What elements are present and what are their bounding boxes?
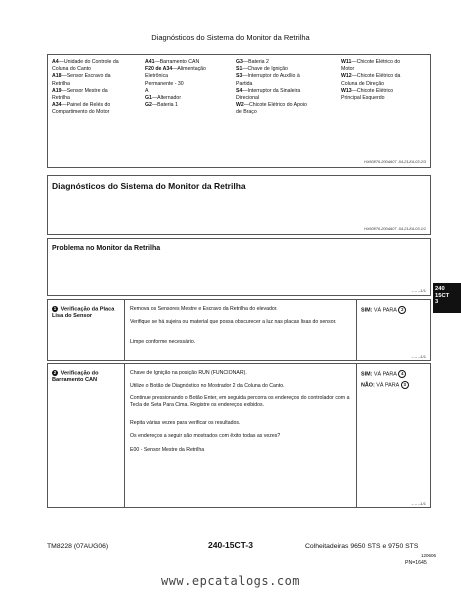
legend-item-code: G3 xyxy=(236,59,243,65)
legend-item-text: —Chicote Elétrico Principal Esquerdo xyxy=(341,87,394,102)
legend-item-code: S4 xyxy=(236,87,243,94)
legend-item-text: —Chicote Elétrico do Motor xyxy=(341,59,401,73)
legend-item-text: —Sensor Escravo da Retrilha xyxy=(52,73,111,87)
legend-reference: HX60876-2004A07 -54-21JUL03-2/3 xyxy=(364,160,426,164)
step-2-title xyxy=(52,370,118,384)
section-title-box xyxy=(47,175,431,235)
yes-label: SIM: xyxy=(361,307,373,314)
legend-item-text: —Sensor Mestre da Retrilha xyxy=(52,87,108,102)
legend-item-text: —Bateria 1 xyxy=(151,102,178,109)
tab-line-2: 15CT xyxy=(435,292,450,299)
step-2-title-text: Verificação do Barramento CAN xyxy=(52,370,99,384)
go-to-label: VÁ PARA xyxy=(376,382,400,389)
problem-title: Problema no Monitor da Retrilha xyxy=(52,245,161,252)
problem-box xyxy=(47,238,431,296)
legend-item-code: A19 xyxy=(52,87,62,94)
page-header-title: Diagnósticos do Sistema do Monitor da Retrilha xyxy=(151,33,310,42)
step-link-icon: 4 xyxy=(398,370,406,378)
legend-column-4 xyxy=(341,59,431,102)
component-legend xyxy=(47,54,431,168)
section-reference: HX60876-2004A07 -54-21JUL03-1/1 xyxy=(364,227,426,231)
step-2-instruction-5: Os endereços a seguir são mostrados com êxito todas as vezes? xyxy=(130,433,281,439)
legend-item-code: W12 xyxy=(341,73,352,80)
yes-label: SIM: xyxy=(361,371,373,378)
legend-item-code: W11 xyxy=(341,59,352,65)
step-2-yes-answer[interactable] xyxy=(361,370,406,378)
legend-item-text: —Bateria 2 xyxy=(242,59,269,65)
step-1-instruction-3: Limpe conforme necessário. xyxy=(130,339,196,345)
legend-item-code: S3 xyxy=(236,73,243,80)
step-1-row xyxy=(47,299,431,361)
go-to-label: VÁ PARA xyxy=(373,371,397,378)
legend-item-code: W2 xyxy=(236,102,244,109)
step-1-divider-right xyxy=(356,300,357,360)
legend-item-code: A18 xyxy=(52,73,62,80)
legend-item xyxy=(236,88,336,102)
footer-page-code: PN=1645 xyxy=(405,560,427,566)
legend-item xyxy=(236,102,336,116)
step-2-divider-right xyxy=(356,364,357,507)
step-2-row xyxy=(47,363,431,508)
go-to-label: VÁ PARA xyxy=(373,307,397,314)
legend-item xyxy=(145,66,235,95)
legend-item-text: —Interruptor da Sinaleira Direcional xyxy=(236,87,301,102)
legend-item-code: S1 xyxy=(236,66,243,73)
no-label: NÃO: xyxy=(361,382,375,389)
step-1-title-text: Verificação da Placa Lisa do Sensor xyxy=(52,306,115,320)
step-1-divider-left xyxy=(124,300,125,360)
footer-manual-id: TM8228 (07AUG06) xyxy=(47,543,109,550)
step-2-divider-left xyxy=(124,364,125,507)
step-2-instruction-4: Repita várias vezes para verificar os resultados. xyxy=(130,420,241,426)
step-2-instruction-1: Chave de Ignição na posição RUN (FUNCIONAR). xyxy=(130,370,247,376)
step-1-continuation: – – –1/1 xyxy=(411,354,426,359)
legend-item xyxy=(236,59,336,66)
legend-item xyxy=(341,73,431,87)
legend-item xyxy=(341,88,431,102)
tab-line-1: 240 xyxy=(435,286,445,292)
step-2-instruction-3: Continue pressionando o Botão Enter, em seguida percorra os endereços do controlador com a Tecla de Seta Para Cima. Registre os endereços exibidos. xyxy=(130,395,350,408)
legend-item-code: A41 xyxy=(145,59,155,65)
legend-item xyxy=(145,59,235,66)
legend-item xyxy=(145,102,235,109)
legend-item xyxy=(52,88,142,102)
section-tab xyxy=(433,283,461,313)
section-title: Diagnósticos do Sistema do Monitor da Retrilha xyxy=(52,181,246,191)
legend-item-text: —Unidade do Controle da Coluna do Canto xyxy=(52,59,119,73)
step-2-instruction-2: Utilize o Botão de Diagnóstico no Mostrador 2 da Coluna do Canto. xyxy=(130,383,285,389)
legend-item xyxy=(52,73,142,87)
step-2-instruction-6: E00 - Sensor Mestre da Retrilha xyxy=(130,447,205,453)
legend-item xyxy=(52,59,142,73)
footer-date-code: 120606 xyxy=(421,553,437,558)
watermark-url: www.epcatalogs.com xyxy=(160,574,301,588)
legend-item xyxy=(341,59,431,73)
legend-column-3 xyxy=(236,59,336,117)
legend-item xyxy=(236,73,336,87)
step-2-no-answer[interactable] xyxy=(361,381,409,389)
legend-item xyxy=(236,66,336,73)
step-link-icon: 2 xyxy=(398,306,406,314)
legend-item-text: —Chicote Elétrico do Apoio de Braço xyxy=(236,102,307,116)
step-link-icon: 3 xyxy=(401,381,409,389)
tab-line-3: 3 xyxy=(435,299,439,305)
problem-continuation: – – –1/1 xyxy=(411,288,426,293)
legend-item-code: G2 xyxy=(145,102,152,109)
legend-item-code: A4 xyxy=(52,59,59,65)
step-1-number: 1 xyxy=(53,306,57,311)
legend-item xyxy=(52,102,142,116)
legend-column-1 xyxy=(52,59,142,117)
footer-page-number: 240-15CT-3 xyxy=(208,540,253,550)
step-1-yes-answer[interactable] xyxy=(361,306,406,314)
legend-column-2 xyxy=(145,59,235,109)
legend-item-text: —Alimentação Eletrônica Permanente - 30 A xyxy=(145,66,206,94)
legend-item-text: —Interruptor do Auxílio à Partida xyxy=(236,73,300,87)
legend-item-code: G1 xyxy=(145,95,152,102)
step-1-title xyxy=(52,306,118,320)
legend-item-text: —Alternador xyxy=(151,95,182,102)
footer-product: Colheitadeiras 9650 STS e 9750 STS xyxy=(305,543,419,550)
legend-item-code: W13 xyxy=(341,87,352,94)
step-2-continuation: – – –1/1 xyxy=(411,501,426,506)
legend-item-text: —Chicote Elétrico da Coluna de Direção xyxy=(341,73,401,87)
legend-item-text: —Painel de Relés do Compartimento do Motor xyxy=(52,102,111,116)
legend-item-code: A34 xyxy=(52,102,62,109)
step-1-instruction-1: Remova os Sensores Mestre e Escravo da Retrilha do elevador. xyxy=(130,306,278,312)
step-1-instruction-2: Verifique se há sujeira ou material que possa obscurecer a luz nas placas lisas do sensor. xyxy=(130,319,337,325)
legend-item-code: F20 de A34 xyxy=(145,66,173,73)
legend-item-text: —Barramento CAN xyxy=(154,59,200,65)
step-2-number: 2 xyxy=(53,370,57,375)
legend-item xyxy=(145,95,235,102)
legend-item-text: —Chave de Ignição xyxy=(242,66,288,73)
